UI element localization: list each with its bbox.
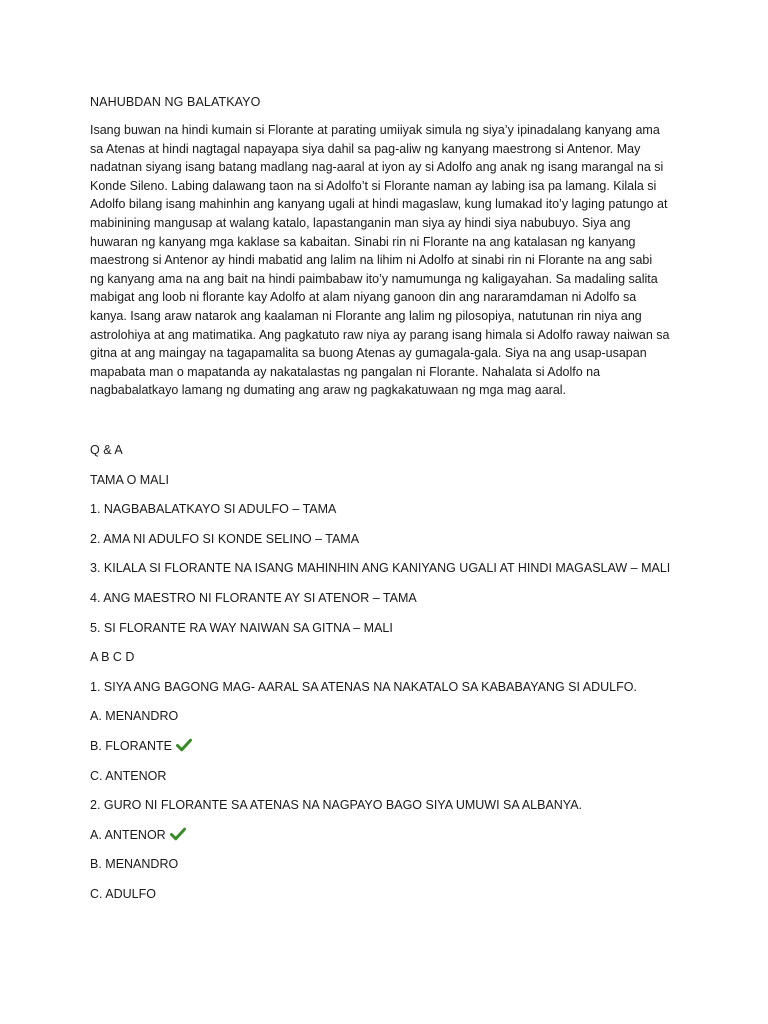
paragraph-line: gitna at ang maingay na tagapamalita sa buong Atenas ay gumagala-gala. Siya na ang usap-usapan — [90, 346, 647, 361]
abcd-option-correct — [90, 737, 690, 767]
paragraph-line: Adolfo bilang isang mahinhin ang kanyang ugali at hindi magaslaw, kung lumakad ito’y laging patungo at — [90, 197, 668, 212]
tama-o-mali-item: 4. ANG MAESTRO NI FLORANTE AY SI ATENOR – TAMA — [90, 590, 417, 605]
option-label: B. MENANDRO — [90, 857, 179, 872]
paragraph-line: astrolohiya at ang matimatika. Ang pagkatuto raw niya ay parang isang himala si Adolfo raway naiwan sa — [90, 327, 670, 342]
abcd-option — [90, 885, 690, 915]
paragraph-line: nagbabalatkayo lamang ng dumating ang araw ng pagkakatuwaan ng mga mag aaral. — [90, 383, 567, 398]
tama-o-mali-heading: TAMA O MALI — [90, 472, 169, 487]
abcd-option — [90, 707, 690, 737]
tama-o-mali-item: 1. NAGBABALATKAYO SI ADULFO – TAMA — [90, 502, 337, 517]
abcd-heading: A B C D — [90, 650, 135, 665]
paragraph-line: kanya. Isang araw natarok ang kaalaman ni Florante ang lalim ng pilosopiya, natutunan rin niya ang — [90, 308, 642, 323]
option-label: B. FLORANTE — [90, 738, 172, 753]
paragraph-line: mapabata man o mapatanda ay nakatalastas ng pangalan ni Florante. Nahalata si Adolfo na — [90, 364, 601, 379]
check-icon — [170, 827, 186, 841]
document-body — [90, 93, 682, 400]
abcd-question: 1. SIYA ANG BAGONG MAG- AARAL SA ATENAS NA NAKATALO SA KABABAYANG SI ADULFO. — [90, 679, 637, 694]
option-label: A. MENANDRO — [90, 709, 179, 724]
option-label: C. ADULFO — [90, 886, 156, 901]
paragraph-line: mabigat ang loob ni florante kay Adolfo at alam niyang ganoon din ang nararamdaman ni Adolfo sa — [90, 290, 637, 305]
paragraph-line: ng kanyang ama na ang bait na hindi paimbabaw ito’y namumunga ng kaligayahan. Sa madaling salita — [90, 271, 658, 286]
document-title: NAHUBDAN NG BALATKAYO — [90, 95, 261, 109]
paragraph-line: mabinining mangusap at walang katalo, lapastanganin man siya ay hindi siya nabubuyo. Siya ang — [90, 215, 631, 230]
story-paragraph — [90, 121, 682, 400]
paragraph-line: maestrong si Antenor ay hindi mabatid ang lalim na lihim ni Adolfo at sinabi rin ni Florante na ang sabi — [90, 253, 653, 268]
abcd-option — [90, 767, 690, 797]
paragraph-line: sa Atenas at hindi nagtagal napayapa siya dahil sa pag-aliw ng kanyang maestrong si Antenor. May — [90, 141, 641, 156]
abcd-option-correct — [90, 826, 690, 856]
paragraph-line: Konde Sileno. Labing dalawang taon na si Adolfo’t si Florante naman ay labing isa pa lamang. Kilala si — [90, 178, 657, 193]
qa-heading: Q & A — [90, 443, 123, 457]
qa-section — [90, 441, 690, 915]
tama-o-mali-item: 3. KILALA SI FLORANTE NA ISANG MAHINHIN ANG KANIYANG UGALI AT HINDI MAGASLAW – MALI — [90, 561, 671, 576]
tama-o-mali-item: 2. AMA NI ADULFO SI KONDE SELINO – TAMA — [90, 531, 360, 546]
paragraph-line: nadatnan siyang isang batang madlang nag-aaral at iyon ay si Adolfo ang anak ng isang marangal na si — [90, 160, 664, 175]
paragraph-line: Isang buwan na hindi kumain si Florante at parating umiiyak simula ng siya’y ipinadalang kanyang ama — [90, 123, 660, 137]
option-label: C. ANTENOR — [90, 768, 167, 783]
tama-o-mali-item: 5. SI FLORANTE RA WAY NAIWAN SA GITNA – MALI — [90, 620, 393, 635]
check-icon — [176, 738, 192, 752]
option-label: A. ANTENOR — [90, 827, 166, 842]
abcd-option — [90, 855, 690, 885]
abcd-question: 2. GURO NI FLORANTE SA ATENAS NA NAGPAYO BAGO SIYA UMUWI SA ALBANYA. — [90, 798, 583, 813]
paragraph-line: huwaran ng kanyang mga kaklase sa kabaitan. Sinabi rin ni Florante na ang katalasan ng kanyang — [90, 234, 636, 249]
